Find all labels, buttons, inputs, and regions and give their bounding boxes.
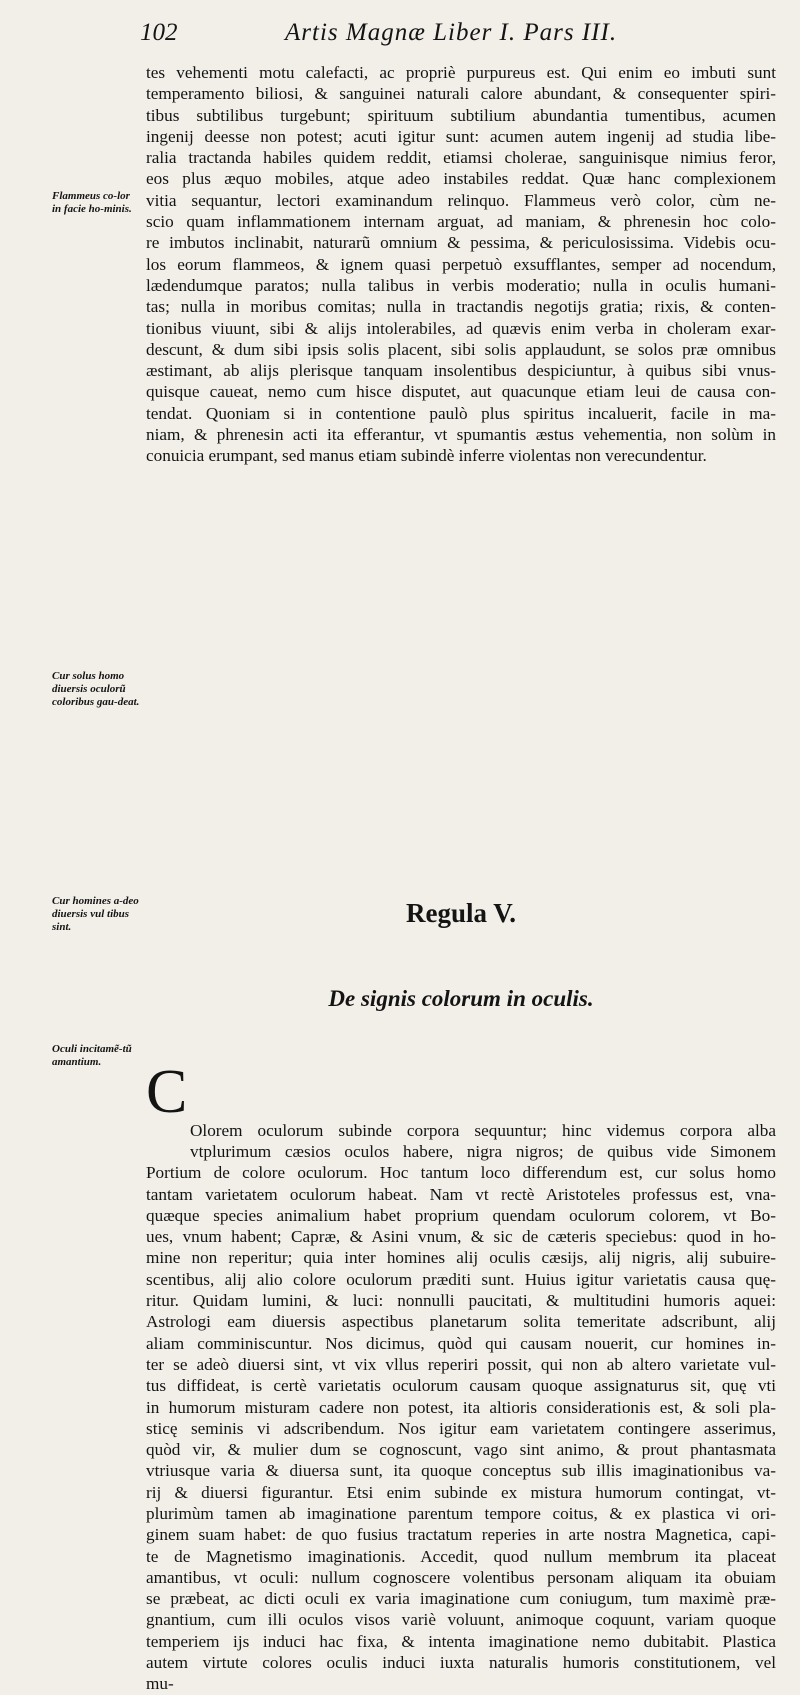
text-line: ues, vnum habent; Capræ, & Asini vnum, & sic de cæteris speciebus: quod in ho- xyxy=(146,1227,776,1247)
page-header xyxy=(140,18,780,48)
section-subheading: De signis colorum in oculis. xyxy=(328,985,594,1011)
text-line: quisque caueat, nemo cum hisce disputet, aut quacunque etiam leui de causa con- xyxy=(146,382,776,402)
text-line: Astrologi eam diuersis aspectibus planetarum solita temeritate adscribunt, alij xyxy=(146,1312,776,1332)
text-line: in humorum misturam cadere non potest, ita altioris considerationis est, & soli pla- xyxy=(146,1397,776,1417)
text-line: vtplurimum cæsios oculos habere, nigra nigros; de quibus vide Simonem xyxy=(190,1141,776,1161)
text-line: tibus subtilibus turgebunt; spirituum subtilium abundantia tumentibus, acumen xyxy=(146,105,776,125)
text-line: mine non reperitur; quia inter homines alij oculis cæsijs, alij nigris, alij subuire- xyxy=(146,1248,776,1268)
text-line: ginem suam habet: de quo fusius tractatum reperies in arte nostra Magnetica, capi- xyxy=(146,1525,776,1545)
text-line: te de Magnetismo imaginationis. Accedit, quod nullum membrum ita placeat xyxy=(146,1546,776,1566)
text-line: lædendumque paratos; nulla talibus in verbis moderatio; nulla in oculis humani- xyxy=(146,275,776,295)
text-line: plurimùm tamen ab imaginatione parentum tempore coitus, & ex plastica vi ori- xyxy=(146,1503,776,1523)
text-line: tus diffideat, is certè varietatis oculorum causam quoque assignaturus sit, quę vti xyxy=(146,1376,776,1396)
text-line: vitia sequantur, lectori examinandum relinquo. Flammeus verò color, cùm ne- xyxy=(146,190,776,210)
text-line: aliam comminiscuntur. Nos dicimus, quòd qui causam nouerit, cur homines in- xyxy=(146,1333,776,1353)
text-line: æstimant, ab alijs plerisque tanquam insolentibus despiciuntur, à quibus sibi vnus- xyxy=(146,361,776,381)
drop-cap: C xyxy=(146,1057,188,1126)
text-line: ter se adeò diuersi sint, vt vix vllus reperiri possit, qui non ab altero varietate vul- xyxy=(146,1354,776,1374)
margin-note: Flammeus co-lor in facie ho-minis. xyxy=(52,190,132,215)
text-line: Portium de colore oculorum. Hoc tantum loco differendum est, cur solus homo xyxy=(146,1163,776,1183)
text-line: tantam varietatem oculorum habeat. Nam vt rectè Aristoteles professus est, vna- xyxy=(146,1184,776,1204)
text-line: vtriusque varia & diuersa sunt, ita quoque conceptus sub illis imaginationibus va- xyxy=(146,1461,776,1481)
text-line: conuicia erumpant, sed manus etiam subindè inferre violentas non verecundentur. xyxy=(146,446,707,466)
text-line: re imbutos inclinabit, naturarũ omnium & pessima, & periculosissima. Videbis ocu- xyxy=(146,233,776,253)
text-line: sticę seminis vi adscribendum. Nos igitur eam varietatem contingere asserimus, xyxy=(146,1418,776,1438)
text-line: ritur. Quidam lumini, & luci: nonnulli paucitati, & multitudini humoris aquei: xyxy=(146,1291,776,1311)
text-line: tionibus viuunt, sibi & alijs intolerabiles, ad quævis enim verba in choleram exar- xyxy=(146,318,776,338)
text-line: mu- xyxy=(146,1674,174,1694)
text-line: quòd vir, & mulier dum se cognoscunt, vago sint animo, & prout phantasmata xyxy=(146,1440,776,1460)
margin-note: Cur homines a-deo diuersis vul tibus sint. xyxy=(52,895,139,933)
text-line: temperamento biliosi, & sanguinei naturali calore abundant, & consequenter spiri- xyxy=(146,84,776,104)
text-line: scio quam inflammationem internam arguat, ad maniam, & phrenesin hoc colo- xyxy=(146,212,776,232)
paragraph-regula-v xyxy=(146,1120,776,1695)
running-title: Artis Magnæ Liber I. Pars III. xyxy=(285,19,618,46)
margin-note: Oculi incitamẽ-tũ amantium. xyxy=(52,1043,132,1068)
text-line: los eorum flammeos, & ignem quasi perpetuò exsufflantes, semper ad nocendum, xyxy=(146,254,776,274)
text-line: tes vehementi motu calefacti, ac propriè purpureus est. Qui enim eo imbuti sunt xyxy=(146,63,776,82)
text-line: niam, & phrenesin acti ita efferantur, vt spumantis æstus vehementia, non solùm in xyxy=(146,425,776,445)
text-line: ingenij deesse non potest; acuti igitur sunt: acumen autem ingenij ad studia libe- xyxy=(146,126,776,146)
text-line: ralia tractanda habiles quidem reddit, etiamsi cholerae, sanguinisque nimius feror, xyxy=(146,148,776,168)
text-line: descunt, & dum sibi ipsis solis placent, sibi solis applaudunt, se solos præ omnibus xyxy=(146,339,776,359)
text-line: tendat. Quoniam si in contentione paulò plus spiritus incaluerit, facile in ma- xyxy=(146,403,776,423)
text-line: tas; nulla in moribus comitas; nulla in tractandis negotijs gratia; rixis, & conten- xyxy=(146,297,776,317)
margin-note: Cur solus homo diuersis oculorũ coloribus gau-deat. xyxy=(52,670,140,708)
text-line: quæque species animalium habet proprium quendam oculorum colorem, vt Bo- xyxy=(146,1205,776,1225)
text-line: amantibus, vt oculi: nullum cognoscere volentibus personam aliquam ita obuiam xyxy=(146,1567,776,1587)
text-line: eos plus æquo mobiles, atque adeo instabiles reddat. Quæ hanc complexionem xyxy=(146,169,776,189)
page-number: 102 xyxy=(140,19,178,46)
text-line: temperiem ijs induci hac fixa, & intenta imaginatione nemo dubitabit. Plastica xyxy=(146,1631,776,1651)
text-line: autem virtute colores oculis induci iuxta naturalis humoris constitutionem, vel xyxy=(146,1653,776,1673)
text-line: gnantium, cum illi oculos visos variè voluunt, animoque coquunt, variam quoque xyxy=(146,1610,776,1630)
text-line: Olorem oculorum subinde corpora sequuntur; hinc videmus corpora alba xyxy=(190,1120,776,1140)
text-line: se præbeat, ac dicti oculi ex varia imaginatione cum coniugum, tum maximè præ- xyxy=(146,1589,776,1609)
paragraph-continued xyxy=(146,62,776,467)
text-line: rij & diuersi figurantur. Etsi enim subinde ex mistura humorum contingat, vt- xyxy=(146,1482,776,1502)
text-line: scentibus, alij alio colore oculorum præditi sunt. Huius igitur varietatis causa quę- xyxy=(146,1269,776,1289)
section-heading: Regula V. xyxy=(405,897,517,928)
